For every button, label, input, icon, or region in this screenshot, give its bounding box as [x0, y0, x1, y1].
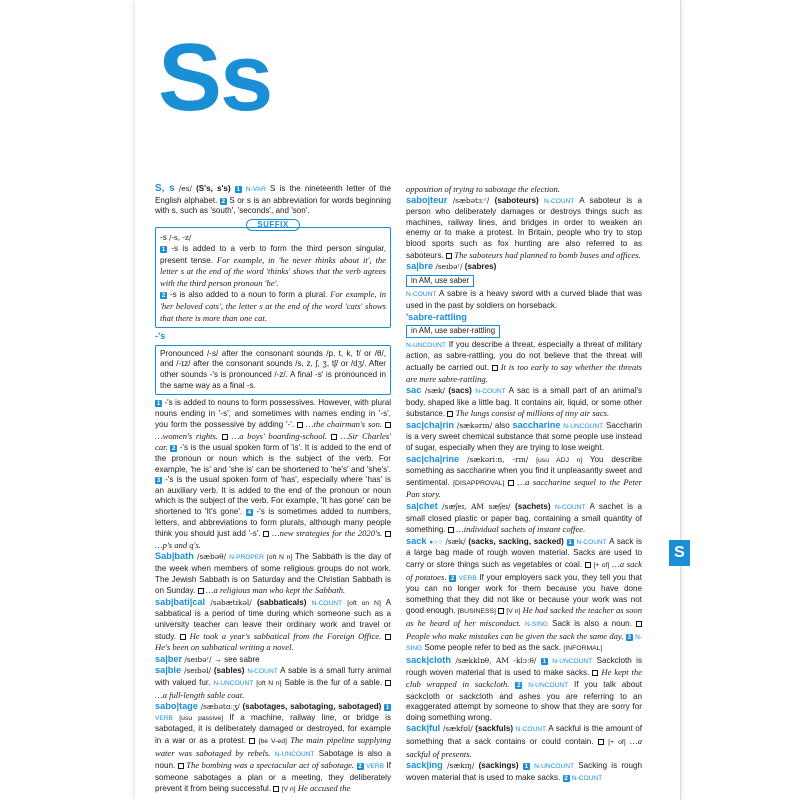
suffix-box: -s /-s, -z/ 1 -s is added to a verb to form the third person singular, present tense. For example, in 'he never thinks about it', the letter s at the end of the word 'thinks' shows that the verb agrees with the third person pronoun 'he'. 2 -s is also added to a noun to form a plural. For example, in 'her beloved cats', the letter s at the end of the word 'cats' shows that there is more than one cat. [155, 227, 391, 328]
am-usage-note: in AM, use saber [406, 275, 474, 288]
entry-saccharin: sac|cha|rin /sækərɪn/ also saccharine N-UNCOUNT Saccharin is a very sweet chemical substance that some people use instead of sugar, especially when they are trying to lose weight. [406, 419, 642, 453]
pronunciation-box: Pronounced /-s/ after the consonant sounds /p, t, k, f/ or /θ/, and /-ɪz/ after the consonant sounds /s, z, ʃ, ʒ, tʃ/ or /dʒ/. After other sounds -'s is pronounced /-z/. A final -s' is pronounced in the same way as a final -s. [155, 345, 391, 395]
entry-sabre-rattling: 'sabre-rattling [406, 311, 467, 322]
entry-s: S, s /es/ (S's, s's) 1 N-VAR S is the nineteenth letter of the English alphabet. 2 S or s is an abbreviation for words beginning with s, such as 'south', 'seconds', and 'son'. [155, 183, 392, 216]
entry-apostrophe-s: 1 -'s is added to nouns to form possessives. However, with plural nouns ending in '-s', and sometimes with names ending in '-s', you form the possessive by adding '-'. …the chairman's son. …women's rights. …a boys' boarding-school. …Sir Charles' car. 2 -'s is the usual spoken form of 'is'. It is added to the end of the pronoun or noun which is the subject of the verb. For example, 'he is' and 'she is' can be shortened to 'he's' and 'she's'. 3 -'s is the usual spoken form of 'has', especially where 'has' is an auxiliary verb. It is added to the end of the pronoun or noun which is the subject of the verb. For example, 'It has gone' can be shortened to 'It's gone'. 4 -'s is sometimes added to numbers, letters, and abbreviations to form plurals, although many people think you should just add '-s'. …new strategies for the 2020's. …p's and q's. [155, 398, 392, 550]
entry-sacking: sack|ing /sækɪŋ/ (sackings) 1 N-UNCOUNT Sacking is rough woven material that is used to make sacks. 2 N-COUNT [406, 760, 643, 782]
right-column: opposition of trying to sabotage the election. sabo|teur /sæbətɜːʳ/ (saboteurs) N-COUNT A saboteur is a person who deliberately damages or destroys things such as machines, railway lines, and bridges in order to weaken an enemy or to make a protest. In Britain, people who try to stop blood sports such as fox hunting are also referred to as saboteurs. The saboteurs had planned to bomb buses and offices. sa|bre /seɪbəʳ/ (sabres) in AM, use saber N-COUNT A sabre is a heavy sword with a curved blade that was used in the past by soldiers on horseback. 'sabre-rattling in AM, use saber-rattling N-UNCOUNT If you describe a threat, especially a threat of military action, as sabre-rattling, you do not believe that the threat will actually be carried out. It is too early to say whether the threats are mere sabre-rattling. sac /sæk/ (sacs) N-COUNT A sac is a small part of an animal's body, shaped like a little bag. It contains air, liquid, or some other substance. The lungs consist of millions of tiny air sacs. sac|cha|rin /sækərɪn/ also saccharine N-UNCOUNT Saccharin is a very sweet chemical substance that some people use instead of sugar, especially when they are trying to lose weight. sac|cha|rine /sækəriːn, -rɪn/ [usu ADJ n] You describe something as saccharine when you find it unpleasantly sweet and sentimental. [DISAPPROVAL] …a saccharine sequel to the Peter Pan story. sa|chet /sæʃeɪ, AM sæʃeɪ/ (sachets) N-COUNT A sachet is a small closed plastic or paper bag, containing a small quantity of something. …individual sachets of instant coffee. sack ●○○ /sæk/ (sacks, sacking, sacked) 1 N-COUNT A sack is a large bag made of rough woven material. Sacks are used to carry or store things such as vegetables or coal. [+ of] …a sack of potatoes. 2 VERB If your employers sack you, they tell you that you can no longer work for them because you have done something that they did not like or because your work was not good enough. [BUSINESS] [V n] He had sacked the teacher as soon as he heard of her misconduct. N-SING Sack is also a noun. People who make mistakes can be given the sack the same day. 3 N-SING Some people refer to bed as the sack. [INFORMAL] sack|cloth /sækklɒθ, AM -klɔːθ/ 1 N-UNCOUNT Sackcloth is rough woven material that is used to make sacks. He kept the club wrapped in sackcloth. 2 N-UNCOUNT If you talk about sackcloth or sackcloth and ashes you are referring to an exaggerated attempt by someone to show that they are sorry for doing something wrong. sack|ful /sækfʊl/ (sackfuls) N-COUNT A sackful is the amount of something that a sack contains or could contain. [+ of] …a sackful of presents. sack|ing /sækɪŋ/ (sackings) 1 N-UNCOUNT Sacking is rough woven material that is used to make sacks. 2 N-COUNT [406, 184, 642, 784]
entry-apostrophe-s-head: -'s [155, 331, 166, 342]
entry-sack: sack ●○○ /sæk/ (sacks, sacking, sacked) 1 N-COUNT A sack is a large bag made of rough woven material. Sacks are used to carry or store things such as vegetables or coal. [+ of] …a sack of potatoes. 2 VERB If your employers sack you, they tell you that you can no longer work for them because you have done something that they did not like or because your work was not good enough. [BUSINESS] [V n] He had sacked the teacher as soon as he heard of her misconduct. N-SING Sack is also a noun. People who make mistakes can be given the sack the same day. 3 N-SING Some people refer to bed as the sack. [INFORMAL] [406, 535, 643, 653]
section-letter: Ss [158, 24, 272, 131]
entry-sabre: sa|bre /seɪbəʳ/ (sabres) [406, 261, 497, 272]
entry-saboteur: sabo|teur /sæbətɜːʳ/ (saboteurs) N-COUNT A saboteur is a person who deliberately damages or destroys things such as machines, railway lines, and bridges in order to weaken an enemy or to make a protest. In Britain, people who try to stop blood sports such as fox hunting are also referred to as saboteurs. The saboteurs had planned to bomb buses and offices. [406, 194, 643, 260]
thumb-index-tab[interactable]: S [669, 540, 690, 566]
am-usage-note-2: in AM, use saber-rattling [406, 325, 500, 338]
page-edge [680, 0, 681, 800]
entry-sabbath: Sab|bath /sæbəθ/ N-PROPER [oft N n] The Sabbath is the day of the week when members of some religious groups do not work. The Jewish Sabbath is on Saturday and the Christian Sabbath is on Sunday. …a religious man who kept the Sabbath. [155, 551, 392, 596]
left-column [155, 184, 391, 796]
entry-sachet: sa|chet /sæʃeɪ, AM sæʃeɪ/ (sachets) N-COUNT A sachet is a small closed plastic or paper bag, containing a small quantity of something. …individual sachets of instant coffee. [406, 501, 643, 535]
continued-text: opposition of trying to sabotage the election. [406, 184, 560, 194]
entry-sable: sa|ble /seɪbəl/ (sables) N-COUNT A sable is a small furry animal with valued fur. N-UNCOUNT [oft N n] Sable is the fur of a sable. …a full-length sable coat. [155, 665, 392, 700]
entry-sabotage: sabo|tage /sæbətɑːʒ/ (sabotages, sabotaging, sabotaged) 1 VERB [usu passive] If a machine, railway line, or bridge is sabotaged, it is deliberately damaged or destroyed, for example in a war or as a protest. [be V-ed] The main pipeline supplying water was sabotaged by rebels. N-UNCOUNT Sabotage is also a noun. The bombing was a spectacular act of sabotage. 2 VERB If someone sabotages a plan or a meeting, they deliberately prevent it from being successful. [V n] He accused the [155, 701, 392, 794]
suffix-heading: SUFFIX [155, 219, 391, 232]
entry-sac: sac /sæk/ (sacs) N-COUNT A sac is a small part of an animal's body, shaped like a little bag. It contains air, liquid, or some other substance. The lungs consist of millions of tiny air sacs. [406, 385, 643, 419]
entry-saber: sa|ber /seɪbəʳ/ → see sabre [155, 653, 260, 664]
entry-sackcloth: sack|cloth /sækklɒθ, AM -klɔːθ/ 1 N-UNCOUNT Sackcloth is rough woven material that is used to make sacks. He kept the club wrapped in sackcloth. 2 N-UNCOUNT If you talk about sackcloth or sackcloth and ashes you are referring to an exaggerated attempt by someone to show that they are sorry for doing something wrong. [406, 654, 643, 722]
entry-sabbatical: sab|bati|cal /səbætɪkəl/ (sabbaticals) N-COUNT [oft on N] A sabbatical is a period of time during which someone such as a university teacher can leave their ordinary work and travel or study. He took a year's sabbatical from the Foreign Office. He's been on sabbatical writing a novel. [155, 596, 392, 653]
entry-saccharine: sac|cha|rine /sækəriːn, -rɪn/ [usu ADJ n] You describe something as saccharine when you find it unpleasantly sweet and sentimental. [DISAPPROVAL] …a saccharine sequel to the Peter Pan story. [406, 453, 643, 500]
entry-sackful: sack|ful /sækfʊl/ (sackfuls) N-COUNT A sackful is the amount of something that a sack contains or could contain. [+ of] …a sackful of presents. [406, 723, 643, 759]
